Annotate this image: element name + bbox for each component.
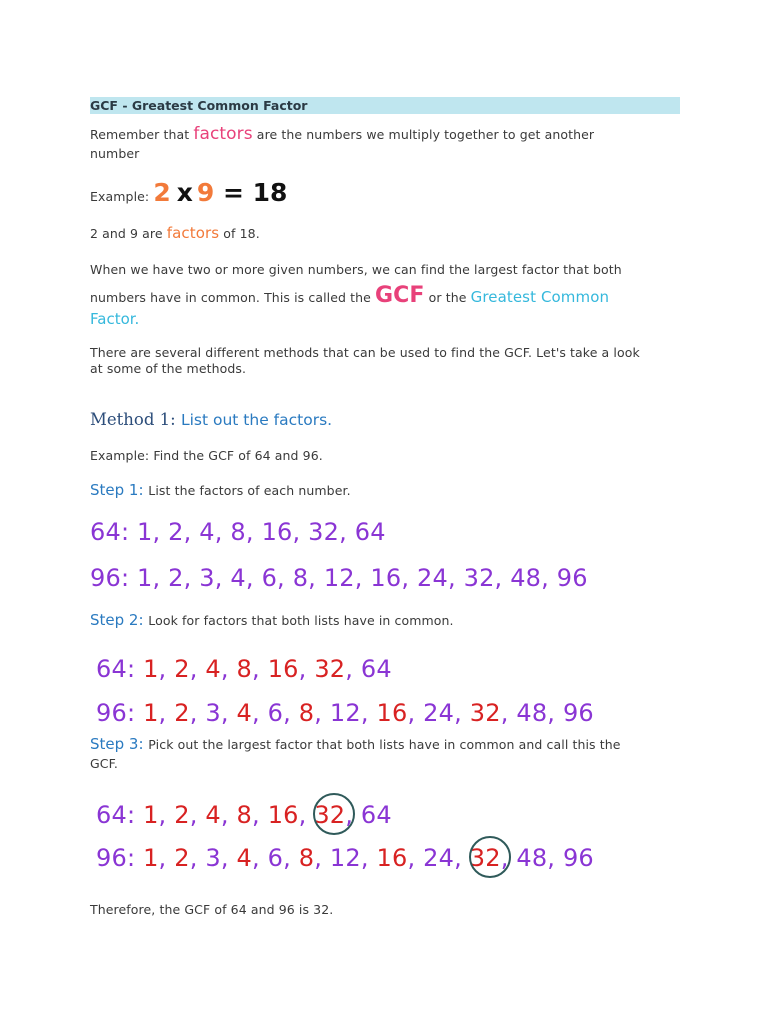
intro-pre: Remember that bbox=[90, 127, 194, 142]
list-segment: , 12, bbox=[314, 844, 377, 872]
list-segment: 32 bbox=[314, 801, 346, 829]
list-segment: 96: bbox=[96, 699, 144, 727]
step-2-label: Step 2: bbox=[90, 611, 149, 629]
list-segment: , bbox=[252, 801, 268, 829]
methods-para-line-1: There are several different methods that can be used to find the GCF. Let's take a look bbox=[90, 345, 640, 360]
factor-b: 9 bbox=[196, 178, 215, 207]
methods-para-line-2: at some of the methods. bbox=[90, 361, 247, 376]
list-segment: 2 bbox=[174, 844, 190, 872]
list-segment: 64: bbox=[96, 655, 144, 683]
list-segment: , bbox=[189, 801, 206, 829]
example-equation bbox=[90, 176, 287, 213]
product: = 18 bbox=[214, 178, 288, 207]
list-segment: 16 bbox=[376, 844, 408, 872]
intro-post: are the numbers we multiply together to get another bbox=[252, 127, 595, 142]
list-64-plain: 64: 1, 2, 4, 8, 16, 32, 64 bbox=[90, 518, 386, 546]
step-3-label: Step 3: bbox=[90, 735, 149, 753]
page-title: GCF - Greatest Common Factor bbox=[90, 98, 308, 113]
list-segment: , 48, 96 bbox=[500, 844, 594, 872]
gcf-para-pre: numbers have in common. This is called the bbox=[90, 290, 376, 305]
factors-sentence-post: of 18. bbox=[219, 226, 260, 241]
list-segment: 32 bbox=[314, 655, 346, 683]
step-3-text-2: GCF. bbox=[90, 756, 118, 771]
factor-highlight: Factor. bbox=[90, 310, 140, 328]
list-96-gcf bbox=[96, 843, 594, 873]
factors-word: factors bbox=[166, 224, 220, 242]
list-segment: , 24, bbox=[407, 699, 470, 727]
list-segment: , bbox=[252, 655, 268, 683]
method-1-title: List out the factors. bbox=[180, 411, 333, 429]
list-segment: , 12, bbox=[314, 699, 377, 727]
list-segment: 4 bbox=[236, 844, 252, 872]
intro-line-2: number bbox=[90, 146, 140, 161]
gcf-circle-64 bbox=[313, 793, 355, 835]
step-2-text: Look for factors that both lists have in common. bbox=[148, 613, 454, 628]
list-segment: , bbox=[220, 801, 237, 829]
list-segment: , bbox=[158, 655, 175, 683]
step-1-text: List the factors of each number. bbox=[148, 483, 351, 498]
list-segment: 4 bbox=[236, 699, 252, 727]
greatest-common-highlight: Greatest Common bbox=[470, 288, 610, 306]
factors-sentence-pre: 2 and 9 are bbox=[90, 226, 167, 241]
list-segment: , bbox=[298, 655, 315, 683]
list-segment: 8 bbox=[236, 655, 253, 683]
list-64-common bbox=[96, 654, 392, 684]
list-segment: 2 bbox=[174, 699, 190, 727]
list-segment: 1 bbox=[143, 655, 159, 683]
factor-a: 2 bbox=[153, 178, 171, 207]
conclusion: Therefore, the GCF of 64 and 96 is 32. bbox=[90, 902, 334, 917]
method-1-label: Method 1: bbox=[90, 410, 181, 429]
list-segment: 2 bbox=[174, 655, 190, 683]
list-segment: 4 bbox=[205, 655, 221, 683]
list-segment: 32 bbox=[469, 844, 501, 872]
list-segment: 64: bbox=[96, 801, 144, 829]
list-segment: , 3, bbox=[189, 844, 237, 872]
list-segment: 32 bbox=[469, 699, 501, 727]
list-segment: 8 bbox=[298, 844, 315, 872]
list-segment: 16 bbox=[267, 801, 299, 829]
list-segment: , 64 bbox=[345, 801, 392, 829]
list-segment: 1 bbox=[143, 801, 159, 829]
list-segment: , 48, 96 bbox=[500, 699, 594, 727]
list-segment: 8 bbox=[236, 801, 253, 829]
list-segment: , bbox=[158, 699, 175, 727]
step-1 bbox=[90, 480, 351, 500]
list-segment: , bbox=[158, 844, 175, 872]
list-segment: , bbox=[298, 801, 315, 829]
list-segment: , bbox=[220, 655, 237, 683]
list-segment: , bbox=[189, 655, 206, 683]
times-sign: x bbox=[176, 178, 193, 207]
method-1-example: Example: Find the GCF of 64 and 96. bbox=[90, 448, 323, 463]
list-segment: , 3, bbox=[189, 699, 237, 727]
gcf-para-line-2 bbox=[90, 283, 609, 311]
step-1-label: Step 1: bbox=[90, 481, 149, 499]
list-segment: 16 bbox=[376, 699, 408, 727]
factors-sentence bbox=[90, 225, 260, 242]
list-segment: , 64 bbox=[345, 655, 392, 683]
list-segment: 2 bbox=[174, 801, 190, 829]
list-segment: 4 bbox=[205, 801, 221, 829]
list-96-plain: 96: 1, 2, 3, 4, 6, 8, 12, 16, 24, 32, 48, 96 bbox=[90, 564, 588, 592]
example-label: Example: bbox=[90, 189, 154, 204]
list-96-common bbox=[96, 698, 594, 728]
gcf-circle-96 bbox=[469, 836, 511, 878]
list-segment: 1 bbox=[143, 699, 159, 727]
list-segment: , 24, bbox=[407, 844, 470, 872]
list-segment: 1 bbox=[143, 844, 159, 872]
list-segment: 8 bbox=[298, 699, 315, 727]
list-segment: 96: bbox=[96, 844, 144, 872]
intro-line-1 bbox=[90, 126, 594, 143]
gcf-or-the: or the bbox=[424, 290, 471, 305]
step-3-text: Pick out the largest factor that both lists have in common and call this the bbox=[148, 737, 621, 752]
list-segment: 16 bbox=[267, 655, 299, 683]
gcf-para-line-1: When we have two or more given numbers, we can find the largest factor that both bbox=[90, 262, 622, 277]
step-3 bbox=[90, 734, 621, 754]
list-segment: , bbox=[158, 801, 175, 829]
factors-highlight: factors bbox=[193, 124, 253, 144]
list-segment: , 6, bbox=[251, 844, 299, 872]
step-2 bbox=[90, 610, 454, 630]
gcf-highlight: GCF bbox=[375, 283, 425, 308]
method-1-heading bbox=[90, 409, 332, 431]
list-segment: , 6, bbox=[251, 699, 299, 727]
